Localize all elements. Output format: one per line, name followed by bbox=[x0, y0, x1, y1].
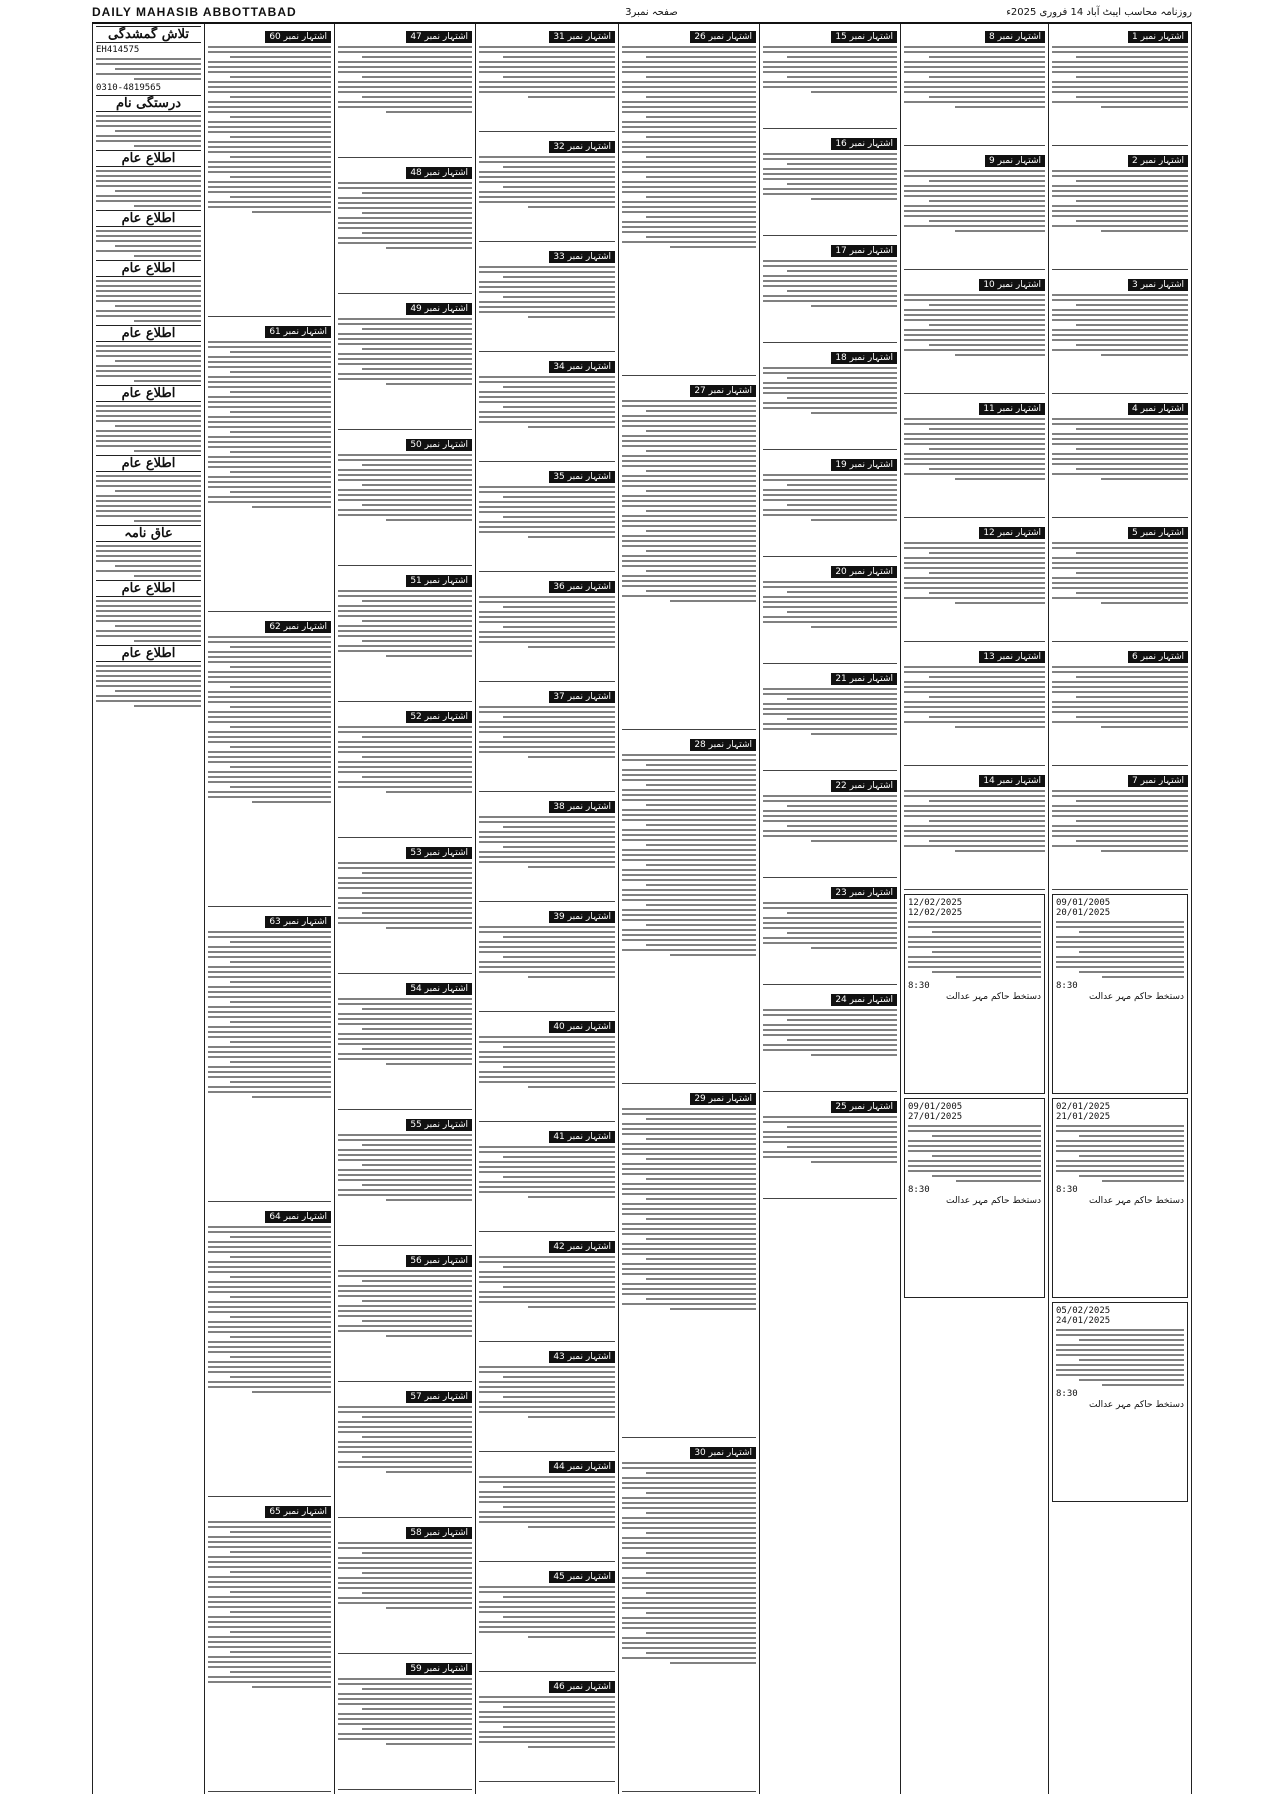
notice-body bbox=[479, 1476, 615, 1528]
section-heading: اطلاع عام bbox=[96, 150, 201, 167]
classified-notice bbox=[208, 909, 331, 1202]
classified-notice bbox=[338, 1248, 472, 1382]
hearing-date: 12/02/2025 bbox=[908, 908, 963, 918]
classified-notice bbox=[338, 24, 472, 158]
classified-notice bbox=[763, 131, 897, 236]
classified-notice bbox=[479, 1014, 615, 1122]
paper-name: DAILY MAHASIB ABBOTTABAD bbox=[92, 5, 297, 19]
classified-notice bbox=[1052, 24, 1188, 146]
notice-body bbox=[479, 376, 615, 428]
column-notices-1-7 bbox=[1048, 24, 1192, 1794]
notice-body bbox=[96, 58, 201, 80]
section-heading: اطلاع عام bbox=[96, 210, 201, 227]
notice-number-label: اشتہار نمبر 64 bbox=[265, 1211, 331, 1223]
notice-body bbox=[904, 542, 1045, 604]
notice-number-label: اشتہار نمبر 9 bbox=[985, 155, 1045, 167]
notice-body bbox=[908, 1125, 1041, 1182]
notice-number-label: اشتہار نمبر 60 bbox=[265, 31, 331, 43]
notice-body bbox=[338, 1678, 472, 1745]
notice-body bbox=[479, 1696, 615, 1748]
notice-body bbox=[763, 153, 897, 200]
classified-notice bbox=[1052, 272, 1188, 394]
classified-notice bbox=[1052, 148, 1188, 270]
notice-body bbox=[479, 1036, 615, 1088]
notice-number-label: اشتہار نمبر 43 bbox=[549, 1351, 615, 1363]
notice-body bbox=[338, 862, 472, 929]
notice-body bbox=[1056, 1329, 1184, 1386]
classified-notice bbox=[208, 24, 331, 317]
notice-number-label: اشتہار نمبر 44 bbox=[549, 1461, 615, 1473]
notice-number-label: اشتہار نمبر 56 bbox=[406, 1255, 472, 1267]
notice-number-label: اشتہار نمبر 38 bbox=[549, 801, 615, 813]
notice-number-label: اشتہار نمبر 26 bbox=[690, 31, 756, 43]
notice-body bbox=[338, 182, 472, 249]
classified-notice bbox=[479, 684, 615, 792]
lost-doc-number: EH414575 bbox=[96, 45, 140, 55]
notice-body bbox=[208, 1521, 331, 1688]
notice-body bbox=[479, 596, 615, 648]
classified-notice bbox=[479, 464, 615, 572]
notice-body bbox=[904, 46, 1045, 108]
notice-body bbox=[622, 1108, 756, 1310]
notice-body bbox=[479, 1586, 615, 1638]
column-notices-15-25 bbox=[759, 24, 900, 1794]
notice-body bbox=[622, 46, 756, 248]
notice-body bbox=[338, 998, 472, 1065]
column-notices-8-14 bbox=[900, 24, 1048, 1794]
notice-body bbox=[479, 486, 615, 538]
column-notices-26-30 bbox=[618, 24, 759, 1794]
classified-notice bbox=[1052, 520, 1188, 642]
section-heading: اطلاع عام bbox=[96, 260, 201, 277]
notice-number-label: اشتہار نمبر 57 bbox=[406, 1391, 472, 1403]
notice-body bbox=[1052, 790, 1188, 852]
classified-notice bbox=[338, 976, 472, 1110]
classified-notice bbox=[338, 160, 472, 294]
notice-body bbox=[479, 1366, 615, 1418]
classified-notice bbox=[1052, 396, 1188, 518]
notice-number-label: اشتہار نمبر 3 bbox=[1128, 279, 1188, 291]
classified-notice bbox=[338, 432, 472, 566]
notice-number-label: اشتہار نمبر 49 bbox=[406, 303, 472, 315]
notice-body bbox=[479, 1256, 615, 1308]
notice-body bbox=[208, 636, 331, 803]
masthead bbox=[92, 2, 1192, 24]
notice-body bbox=[904, 170, 1045, 232]
notice-number-label: اشتہار نمبر 29 bbox=[690, 1093, 756, 1105]
court-notice-box bbox=[904, 894, 1045, 1094]
notice-number-label: اشتہار نمبر 54 bbox=[406, 983, 472, 995]
notice-number-label: اشتہار نمبر 65 bbox=[265, 1506, 331, 1518]
column-notices-31-46 bbox=[475, 24, 618, 1794]
notice-number-label: اشتہار نمبر 31 bbox=[549, 31, 615, 43]
notice-body bbox=[479, 1146, 615, 1198]
notice-number-label: اشتہار نمبر 59 bbox=[406, 1663, 472, 1675]
notice-body bbox=[479, 46, 615, 98]
signature-line: دستخط حاکم مہر عدالت bbox=[1088, 1400, 1184, 1410]
classified-notice bbox=[338, 1656, 472, 1790]
classified-notice bbox=[338, 568, 472, 702]
classified-notice bbox=[208, 1499, 331, 1792]
notice-body bbox=[338, 318, 472, 385]
classified-notice bbox=[763, 238, 897, 343]
signature-line: دستخط حاکم مہر عدالت bbox=[1088, 1196, 1184, 1206]
classified-notice bbox=[904, 520, 1045, 642]
hearing-date: 27/01/2025 bbox=[908, 1112, 963, 1122]
court-notice-box bbox=[1052, 1098, 1188, 1298]
column-notices-60-65 bbox=[204, 24, 334, 1794]
hearing-date: 09/01/2005 bbox=[1056, 898, 1111, 908]
notice-number-label: اشتہار نمبر 23 bbox=[831, 887, 897, 899]
notice-number-label: اشتہار نمبر 41 bbox=[549, 1131, 615, 1143]
notice-body bbox=[96, 345, 201, 382]
notice-number-label: اشتہار نمبر 34 bbox=[549, 361, 615, 373]
notice-number-label: اشتہار نمبر 21 bbox=[831, 673, 897, 685]
notice-body bbox=[479, 816, 615, 868]
notice-body bbox=[479, 156, 615, 208]
notice-body bbox=[96, 170, 201, 207]
notice-body bbox=[338, 1542, 472, 1609]
classified-notice bbox=[479, 1454, 615, 1562]
classified-notice bbox=[904, 148, 1045, 270]
notice-body bbox=[96, 405, 201, 452]
hearing-date: 02/01/2025 bbox=[1056, 1102, 1111, 1112]
classified-notice bbox=[338, 1112, 472, 1246]
notice-body bbox=[1052, 294, 1188, 356]
classified-notice bbox=[622, 24, 756, 376]
notice-number-label: اشتہار نمبر 5 bbox=[1128, 527, 1188, 539]
notice-number-label: اشتہار نمبر 50 bbox=[406, 439, 472, 451]
notice-body bbox=[1052, 542, 1188, 604]
classified-notice bbox=[479, 134, 615, 242]
classified-notice bbox=[208, 319, 331, 612]
notice-number-label: اشتہار نمبر 7 bbox=[1128, 775, 1188, 787]
notice-body bbox=[763, 1009, 897, 1056]
notice-body bbox=[904, 666, 1045, 728]
notice-body bbox=[208, 341, 331, 508]
hearing-date: 05/02/2025 bbox=[1056, 1306, 1111, 1316]
notice-number-label: اشتہار نمبر 8 bbox=[985, 31, 1045, 43]
notice-number-label: اشتہار نمبر 19 bbox=[831, 459, 897, 471]
classified-notice bbox=[208, 614, 331, 907]
notice-body bbox=[763, 795, 897, 842]
notice-body bbox=[763, 581, 897, 628]
notice-body bbox=[1056, 1125, 1184, 1182]
classified-notice bbox=[479, 1564, 615, 1672]
notice-body bbox=[1052, 666, 1188, 728]
notice-body bbox=[338, 1270, 472, 1337]
notice-body bbox=[479, 706, 615, 758]
hearing-time: 8:30 bbox=[1056, 1185, 1078, 1195]
notice-body bbox=[1052, 170, 1188, 232]
notice-number-label: اشتہار نمبر 40 bbox=[549, 1021, 615, 1033]
notice-number-label: اشتہار نمبر 47 bbox=[406, 31, 472, 43]
notice-body bbox=[622, 754, 756, 956]
page-number: صفحہ نمبر3 bbox=[625, 6, 678, 18]
section-heading: اطلاع عام bbox=[96, 455, 201, 472]
classified-notice bbox=[763, 666, 897, 771]
notice-number-label: اشتہار نمبر 17 bbox=[831, 245, 897, 257]
notice-number-label: اشتہار نمبر 63 bbox=[265, 916, 331, 928]
hearing-time: 8:30 bbox=[908, 981, 930, 991]
notice-body bbox=[908, 921, 1041, 978]
notice-number-label: اشتہار نمبر 24 bbox=[831, 994, 897, 1006]
classified-notice bbox=[338, 840, 472, 974]
notice-body bbox=[338, 590, 472, 657]
classified-notice bbox=[622, 1086, 756, 1438]
notice-body bbox=[763, 1116, 897, 1163]
notice-body bbox=[338, 46, 472, 113]
hearing-time: 8:30 bbox=[1056, 981, 1078, 991]
notice-body bbox=[96, 665, 201, 707]
notice-body bbox=[763, 46, 897, 93]
signature-line: دستخط حاکم مہر عدالت bbox=[1088, 992, 1184, 1002]
notice-number-label: اشتہار نمبر 15 bbox=[831, 31, 897, 43]
notice-body bbox=[763, 688, 897, 735]
notice-body bbox=[338, 454, 472, 521]
notice-body bbox=[1056, 921, 1184, 978]
notice-number-label: اشتہار نمبر 1 bbox=[1128, 31, 1188, 43]
section-heading: درستگی نام bbox=[96, 95, 201, 112]
classified-notice bbox=[904, 272, 1045, 394]
notice-body bbox=[763, 367, 897, 414]
notice-body bbox=[338, 726, 472, 793]
classified-notice bbox=[479, 1124, 615, 1232]
classified-notice bbox=[479, 1234, 615, 1342]
notice-number-label: اشتہار نمبر 53 bbox=[406, 847, 472, 859]
notice-body bbox=[208, 1226, 331, 1393]
section-heading: عاق نامہ bbox=[96, 525, 201, 542]
classified-notice bbox=[904, 644, 1045, 766]
notice-body bbox=[1052, 418, 1188, 480]
classified-notice bbox=[763, 452, 897, 557]
court-notice-box bbox=[904, 1098, 1045, 1298]
notice-number-label: اشتہار نمبر 39 bbox=[549, 911, 615, 923]
hearing-date: 24/01/2025 bbox=[1056, 1316, 1111, 1326]
notice-number-label: اشتہار نمبر 46 bbox=[549, 1681, 615, 1693]
classified-notice bbox=[763, 1094, 897, 1199]
notice-number-label: اشتہار نمبر 27 bbox=[690, 385, 756, 397]
classified-notice bbox=[338, 704, 472, 838]
notice-body bbox=[338, 1134, 472, 1201]
notice-number-label: اشتہار نمبر 30 bbox=[690, 1447, 756, 1459]
section-heading: اطلاع عام bbox=[96, 325, 201, 342]
notice-body bbox=[479, 926, 615, 978]
classified-notice bbox=[479, 574, 615, 682]
hearing-date: 12/02/2025 bbox=[908, 898, 963, 908]
classified-notice bbox=[622, 1440, 756, 1792]
notice-body bbox=[96, 545, 201, 577]
notice-number-label: اشتہار نمبر 2 bbox=[1128, 155, 1188, 167]
column-notices-47-59 bbox=[334, 24, 475, 1794]
notice-body bbox=[904, 418, 1045, 480]
notice-body bbox=[763, 260, 897, 307]
dateline: روزنامہ محاسب ایبٹ آباد 14 فروری 2025ء bbox=[1006, 6, 1192, 18]
notice-body bbox=[338, 1406, 472, 1473]
notice-number-label: اشتہار نمبر 36 bbox=[549, 581, 615, 593]
notice-body bbox=[96, 230, 201, 257]
notice-number-label: اشتہار نمبر 48 bbox=[406, 167, 472, 179]
hearing-time: 8:30 bbox=[1056, 1389, 1078, 1399]
notice-body bbox=[96, 115, 201, 147]
notice-number-label: اشتہار نمبر 4 bbox=[1128, 403, 1188, 415]
classified-notice bbox=[904, 768, 1045, 890]
notice-number-label: اشتہار نمبر 10 bbox=[979, 279, 1045, 291]
notice-number-label: اشتہار نمبر 62 bbox=[265, 621, 331, 633]
notice-number-label: اشتہار نمبر 42 bbox=[549, 1241, 615, 1253]
classified-notice bbox=[904, 24, 1045, 146]
signature-line: دستخط حاکم مہر عدالت bbox=[945, 1196, 1041, 1206]
classified-notice bbox=[338, 296, 472, 430]
classified-notice bbox=[479, 904, 615, 1012]
classified-notice bbox=[763, 345, 897, 450]
notice-number-label: اشتہار نمبر 25 bbox=[831, 1101, 897, 1113]
hearing-date: 20/01/2025 bbox=[1056, 908, 1111, 918]
classified-page bbox=[92, 24, 1192, 1794]
notice-number-label: اشتہار نمبر 13 bbox=[979, 651, 1045, 663]
classified-notice bbox=[479, 1344, 615, 1452]
classified-notice bbox=[1052, 768, 1188, 890]
section-heading: تلاش گمشدگی bbox=[96, 26, 201, 43]
hearing-date: 09/01/2005 bbox=[908, 1102, 963, 1112]
section-heading: اطلاع عام bbox=[96, 385, 201, 402]
notice-body bbox=[208, 931, 331, 1098]
classified-notice bbox=[338, 1520, 472, 1654]
notice-number-label: اشتہار نمبر 51 bbox=[406, 575, 472, 587]
notice-body bbox=[763, 474, 897, 521]
notice-number-label: اشتہار نمبر 32 bbox=[549, 141, 615, 153]
notice-number-label: اشتہار نمبر 33 bbox=[549, 251, 615, 263]
notice-number-label: اشتہار نمبر 16 bbox=[831, 138, 897, 150]
notice-number-label: اشتہار نمبر 52 bbox=[406, 711, 472, 723]
column-7 bbox=[92, 24, 204, 1794]
notice-number-label: اشتہار نمبر 61 bbox=[265, 326, 331, 338]
notice-number-label: اشتہار نمبر 58 bbox=[406, 1527, 472, 1539]
classified-notice bbox=[479, 1674, 615, 1782]
court-notice-box bbox=[1052, 1302, 1188, 1502]
classified-notice bbox=[763, 987, 897, 1092]
notice-number-label: اشتہار نمبر 11 bbox=[979, 403, 1045, 415]
notice-number-label: اشتہار نمبر 12 bbox=[979, 527, 1045, 539]
signature-line: دستخط حاکم مہر عدالت bbox=[945, 992, 1041, 1002]
classified-notice bbox=[479, 794, 615, 902]
notice-number-label: اشتہار نمبر 14 bbox=[979, 775, 1045, 787]
notice-number-label: اشتہار نمبر 35 bbox=[549, 471, 615, 483]
notice-number-label: اشتہار نمبر 22 bbox=[831, 780, 897, 792]
notice-number-label: اشتہار نمبر 28 bbox=[690, 739, 756, 751]
classified-notice bbox=[763, 24, 897, 129]
court-notice-box bbox=[1052, 894, 1188, 1094]
classified-notice bbox=[763, 773, 897, 878]
classified-notice bbox=[904, 396, 1045, 518]
notice-number-label: اشتہار نمبر 20 bbox=[831, 566, 897, 578]
notice-body bbox=[904, 294, 1045, 356]
hearing-time: 8:30 bbox=[908, 1185, 930, 1195]
classified-notice bbox=[338, 1384, 472, 1518]
classified-notice bbox=[622, 378, 756, 730]
classified-notice bbox=[479, 354, 615, 462]
notice-body bbox=[622, 1462, 756, 1664]
notice-number-label: اشتہار نمبر 55 bbox=[406, 1119, 472, 1131]
notice-body bbox=[1052, 46, 1188, 108]
classified-notice bbox=[1052, 644, 1188, 766]
notice-body bbox=[208, 46, 331, 213]
classified-notice bbox=[208, 1204, 331, 1497]
lost-doc-phone: 0310-4819565 bbox=[96, 83, 162, 93]
section-heading: اطلاع عام bbox=[96, 645, 201, 662]
notice-body bbox=[96, 600, 201, 642]
notice-number-label: اشتہار نمبر 18 bbox=[831, 352, 897, 364]
notice-body bbox=[763, 902, 897, 949]
classified-notice bbox=[763, 880, 897, 985]
notice-body bbox=[904, 790, 1045, 852]
notice-number-label: اشتہار نمبر 6 bbox=[1128, 651, 1188, 663]
classified-notice bbox=[479, 244, 615, 352]
notice-body bbox=[622, 400, 756, 602]
classified-notice bbox=[479, 24, 615, 132]
notice-body bbox=[96, 475, 201, 522]
classified-notice bbox=[763, 559, 897, 664]
notice-body bbox=[96, 280, 201, 322]
hearing-date: 21/01/2025 bbox=[1056, 1112, 1111, 1122]
classified-notice bbox=[622, 732, 756, 1084]
section-heading: اطلاع عام bbox=[96, 580, 201, 597]
notice-number-label: اشتہار نمبر 45 bbox=[549, 1571, 615, 1583]
notice-number-label: اشتہار نمبر 37 bbox=[549, 691, 615, 703]
notice-body bbox=[479, 266, 615, 318]
